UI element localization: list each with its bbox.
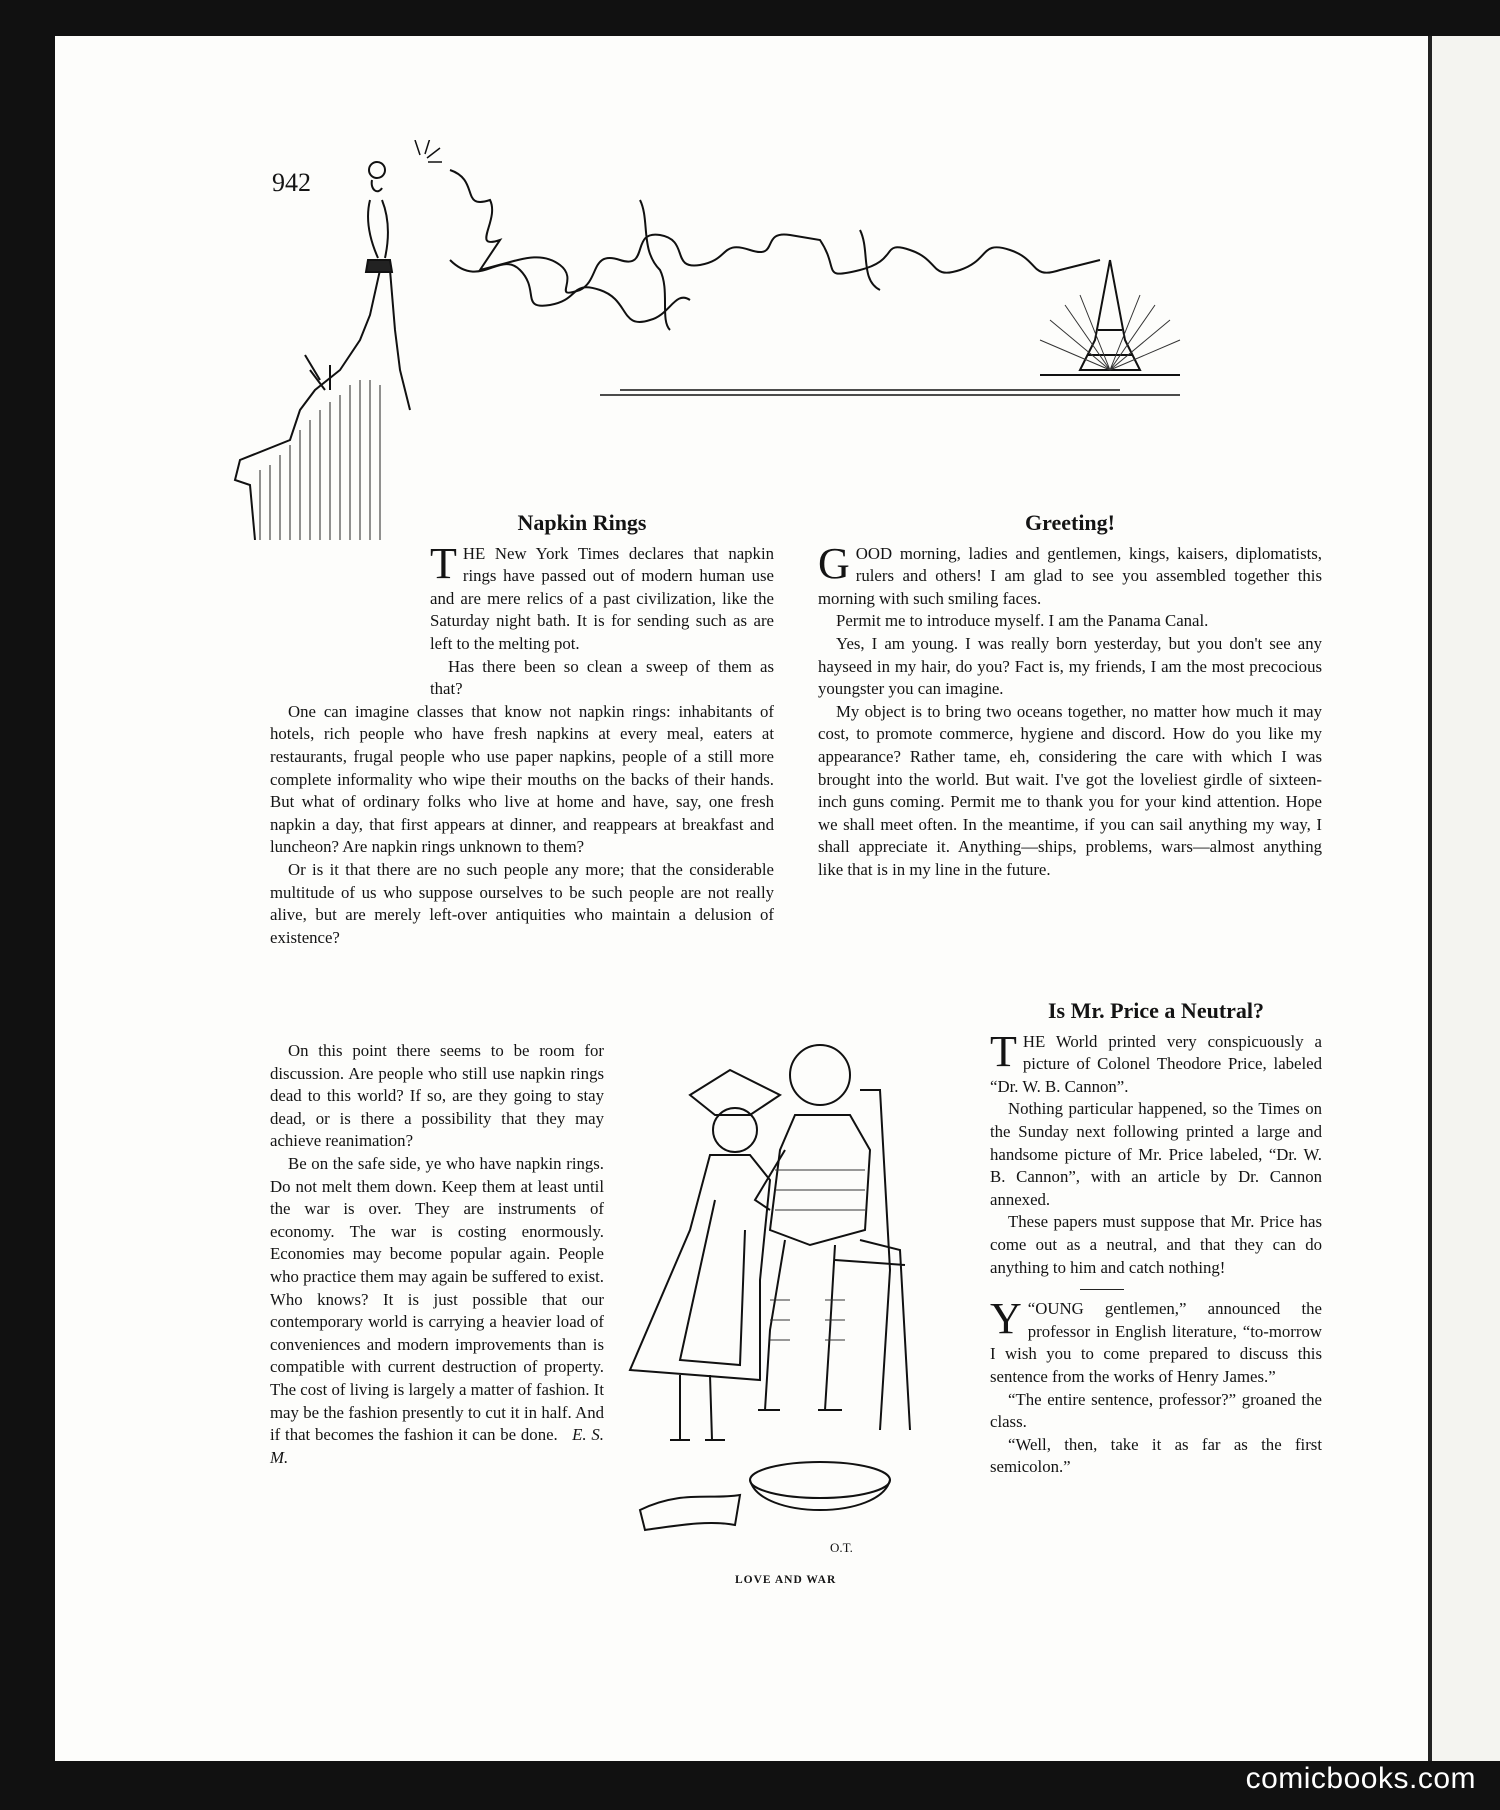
article-napkin-rings-continued (270, 1040, 604, 1469)
facing-page-edge (1432, 36, 1500, 1761)
greeting-p1: OOD morning, ladies and gentlemen, kings, kaisers, diplomatists, rulers and others! I am glad to see you assembled together this morning with such smiling faces. (818, 543, 1322, 608)
napkin-p5: On this point there seems to be room for discussion. Are people who still use napkin rings dead to this world? If so, are they going to stay dead, or is there a possibility that they may achieve reanimation? (270, 1041, 604, 1151)
napkin-rings-heading: Napkin Rings (517, 510, 647, 535)
young-p1-wrap (990, 1294, 1322, 1388)
napkin-p6 (270, 1153, 604, 1469)
price-p3: These papers must suppose that Mr. Price has come out as a neutral, and that they can do anything to him and catch nothing! (990, 1212, 1322, 1277)
greeting-p1-wrap (818, 538, 1322, 611)
napkin-p1: HE New York Times declares that napkin rings have passed out of modern human use and are mere relics of a past civilization, like the Saturday night bath. It is for sending such as are left to the melting pot. (430, 543, 774, 653)
price-p2: Nothing particular happened, so the Times on the Sunday next following printed a large and handsome picture of Mr. Price labeled, “Dr. W. B. Cannon”, with an article by Dr. Cannon annexed. (990, 1099, 1322, 1209)
love-and-war-illustration (620, 1030, 980, 1560)
napkin-paragraph (430, 538, 774, 656)
young-quote-mark: “ (1027, 1299, 1036, 1319)
napkin-p3: One can imagine classes that know not napkin rings: inhabitants of hotels, rich people who have fresh napkins at every meal, eaters at restaurants, frugal people who use paper napkins, people of a still more complete informality who wipe their mouths on the backs of their hands. But what of ordinary folks who live at home and have, say, one fresh napkin a day, that first appears at dinner, and reappears at breakfast and luncheon? Are napkin rings unknown to them? (270, 701, 774, 857)
watermark: comicbooks.com (1245, 1762, 1476, 1795)
statue-of-liberty-drawing (235, 162, 410, 540)
chair (835, 1090, 910, 1430)
price-p1: HE World printed very conspicuously a picture of Colonel Theodore Price, labeled “Dr. W. B. Cannon”. (990, 1031, 1322, 1096)
rolled-bandage (640, 1495, 740, 1530)
soldier-head (790, 1045, 850, 1105)
napkin-signature: E. S. M. (270, 1425, 604, 1467)
artist-signature: O.T. (830, 1540, 853, 1555)
soldier-legs (765, 1240, 835, 1410)
price-p1-wrap (990, 1026, 1322, 1099)
horizon-line (600, 390, 1180, 395)
greeting-dropcap: G (818, 538, 850, 588)
napkin-p6-text: Be on the safe side, ye who have napkin rings. Do not melt them down. Keep them at least until the war is over. They are instruments of economy. The war is costing enormously. Economies may become popular again. People who practice them may again be suffered to exist. Who knows? It is just possible that our contemporary world is carrying a heavier load of conveniences and modern improvements than is compatible with current destruction of property. The cost of living is largely a matter of fashion. It may be the fashion presently to cut it in half. And if that becomes the fashion it can be done. (270, 1153, 604, 1445)
nurse-apron (680, 1200, 745, 1365)
header-illustration (220, 140, 1260, 540)
article-mr-price (990, 1000, 1322, 1479)
napkin-p2: Has there been so clean a sweep of them as that? (430, 656, 774, 699)
price-dropcap: T (990, 1026, 1017, 1076)
section-divider (1080, 1289, 1124, 1290)
torch-sparkle (415, 140, 442, 162)
greeting-heading: Greeting! (1024, 510, 1115, 535)
napkin-middle-block (270, 701, 774, 950)
young-p1: OUNG gentlemen,” announced the professor in English literature, “to-morrow I wish you to come prepared to discuss this sentence from the works of Henry James.” (990, 1299, 1322, 1386)
title-lettering (450, 170, 1100, 330)
napkin-p4: Or is it that there are no such people any more; that the considerable multitude of us who suppose ourselves to be such people are not really alive, but are merely left-over antiquities who maintain a delusion of existence? (270, 859, 774, 947)
greeting-p2: Permit me to introduce myself. I am the Panama Canal. (836, 611, 1209, 631)
young-p3: “Well, then, take it as far as the first semicolon.” (990, 1434, 1322, 1477)
eiffel-tower-drawing (1040, 260, 1180, 375)
nurse-legs (680, 1375, 712, 1440)
price-heading: Is Mr. Price a Neutral? (1047, 998, 1265, 1023)
soldier-jacket (770, 1115, 870, 1245)
napkin-dropcap: T (430, 538, 457, 588)
wash-basin (750, 1462, 890, 1498)
napkin-top-block (430, 538, 774, 701)
page-number: 942 (272, 168, 311, 197)
greeting-p3: Yes, I am young. I was really born yesterday, but you don't see any hayseed in my hair, do you? Fact is, my friends, I am the most precocious youngster you can imagine. (818, 633, 1322, 699)
greeting-p4: My object is to bring two oceans together, no matter how much it may cost, to promote commerce, hygiene and discord. How do you like my appearance? Rather tame, eh, considering the care with which I was brought into the world. But wait. I've got the loveliest girdle of sixteen-inch guns coming. Permit me to thank you for your kind attention. Hope we shall meet often. In the meantime, if you can sail anything my way, I shall appreciate it. Anything—ships, problems, wars—almost anything like that is in my line in the future. (818, 701, 1322, 879)
article-greeting (818, 512, 1322, 882)
sun-rays (1040, 295, 1180, 370)
young-dropcap: Y (990, 1294, 1022, 1344)
illustration-caption: LOVE AND WAR (735, 1574, 837, 1586)
article-napkin-rings (270, 512, 774, 949)
young-p2: “The entire sentence, professor?” groaned the class. (990, 1389, 1322, 1432)
